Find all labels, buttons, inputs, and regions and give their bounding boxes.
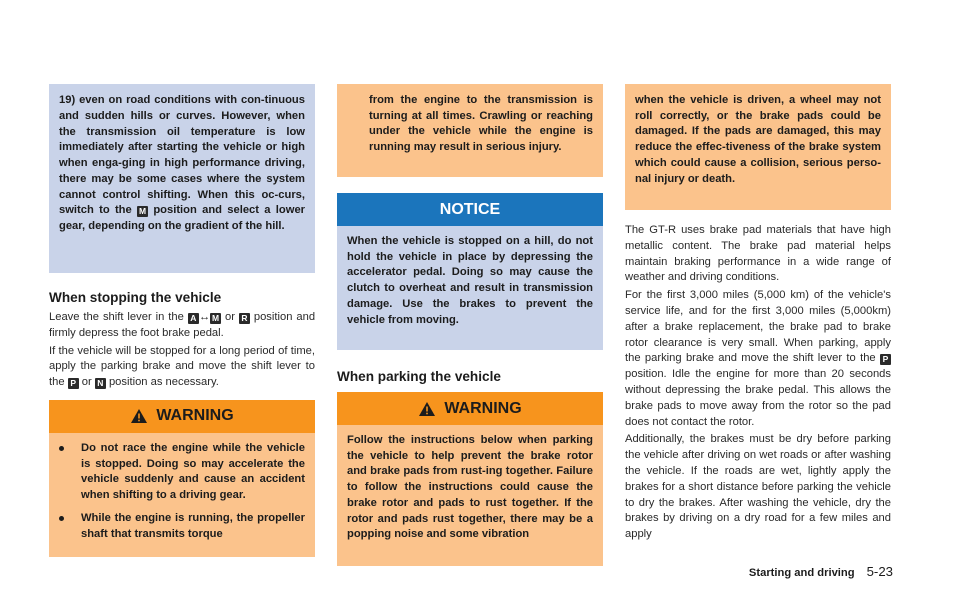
warning-title: WARNING [444,399,522,417]
warning-continued-text: from the engine to the transmission is turning at all times. Crawling or reaching under the vehicle while the engine is running may result in serious injury. [369,94,593,154]
warning-triangle-icon [418,401,436,417]
column-1 [49,84,315,557]
warning-header [337,392,603,425]
note-box-continued [49,84,315,273]
stopping-paragraph-1: Leave the shift lever in the A ↔ M or R position and firmly depress the foot brake pedal. [49,311,316,339]
notice-title: NOTICE [439,200,501,218]
brake-paragraph-1: The GT-R uses brake pad materials that have high metallic content. The brake pad material helps maintain braking performance in a wide range of weather and driving conditions. [625,224,891,284]
shift-key-n-icon: N [95,378,106,389]
shift-key-m-icon: M [138,206,147,217]
brake-paragraph-3: Additionally, the brakes must be dry before parking the vehicle after driving on wet roads or after washing the vehicle. If the roads are wet, lightly apply the brakes for a short distance before parking the vehicle to dry the brakes. After washing the vehicle, dry the brakes by driving on a dry road for a few miles and apply [625,433,891,541]
shift-key-r-icon: R [239,313,250,324]
notice-box [337,193,603,350]
stopping-paragraph-2: If the vehicle will be stopped for a long period of time, apply the parking brake and move the shift lever to the P or N position as necessary. [49,344,315,389]
warning-list [59,441,305,542]
shift-key-p-icon: P [68,378,79,389]
warning-continued-text: when the vehicle is driven, a wheel may not roll correctly, or the brake pads could be damaged. If the pads are damaged, this may reduce the effec-tiveness of the brake system which could cause a collision, serious perso-nal injury or death. [635,94,881,185]
brake-paragraph-2: For the first 3,000 miles (5,000 km) of the vehicle's service life, and for the first 3,000 miles (5,000km) after a brake replacement, the brake pad to brake rotor clearance is very small. When parking, apply the parking brake and move the shift lever to the P position. Idle the engine for more than 20 seconds without depressing the brake pedal. This allows the brake pads to move away from the rotor so the pad does not contact the rotor. [625,289,891,428]
warning-text: Follow the instructions below when parking the vehicle to help prevent the brake rotor and brake pads from rust-ing together. Failure to follow the instructions could cause the brake rotor and pads to rust together. If the rotor and pads rust together, there may be a popping noise and some vibration [347,434,593,541]
warning-header [49,400,315,433]
page-number: 5-23 [866,564,893,579]
bullet-icon [59,446,64,451]
page-footer [749,564,893,579]
bullet-icon [59,516,64,521]
notice-text: When the vehicle is stopped on a hill, do not hold the vehicle in place by depressing the accelerator pedal. Doing so may cause the clutch to overheat and result in transmission damage. Use the brakes to prevent the vehicle from moving. [347,235,593,326]
warning-title: WARNING [156,407,234,425]
footer-section-title: Starting and driving [748,567,855,579]
section-heading-stopping: When stopping the vehicle [49,290,222,305]
shift-key-p-icon: P [880,354,891,365]
warning-triangle-icon [130,408,148,424]
column-3 [625,84,891,543]
notice-body [337,226,603,350]
warning-box-continued [337,84,603,177]
section-heading-parking: When parking the vehicle [337,369,501,384]
notice-header [337,193,603,226]
warning-body [337,425,603,566]
warning-item: While the engine is running, the propeller shaft that transmits torque [59,511,305,542]
warning-item: Do not race the engine while the vehicle is stopped. Doing so may accelerate the vehicle suddenly and cause an accident when shifting to a driving gear. [59,441,305,504]
column-2 [337,84,603,566]
warning-box-continued [625,84,891,210]
warning-box-parking [337,392,603,566]
shift-key-a-icon: A [188,313,199,324]
shift-key-m-icon: M [211,313,220,323]
warning-body [49,433,315,557]
warning-box-stopping [49,400,315,557]
note-text: 19) even on road conditions with con-tinuous and sudden hills or curves. However, when the transmission oil temperature is low immediately after starting the vehicle or high when enga-ging in high performance driving, there may be some cases where the system cannot control shifting. When this oc-curs, switch to the M position and select a lower gear, depending on the gradient of the hill. [59,94,306,232]
